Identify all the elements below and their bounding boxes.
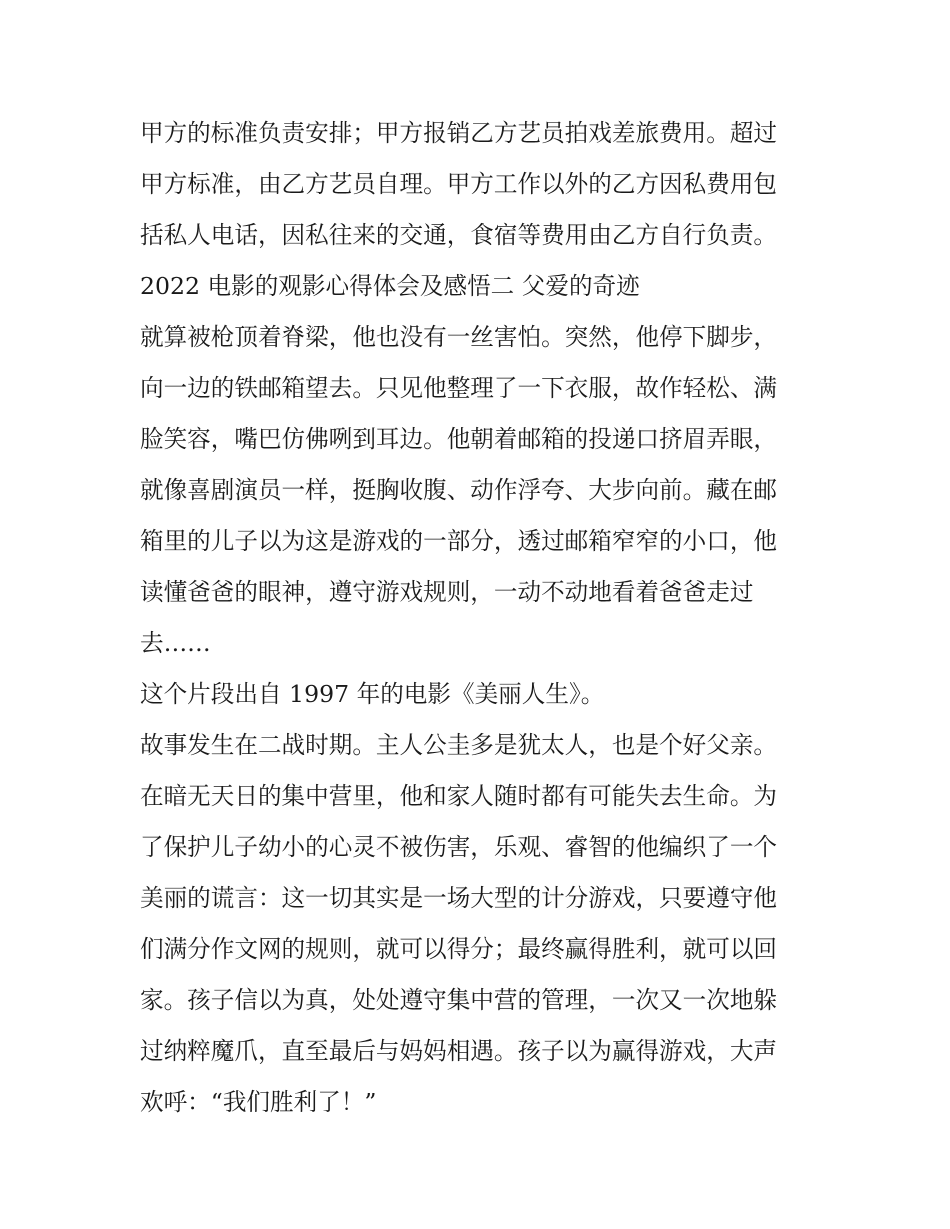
text-line: 向一边的铁邮箱望去。只见他整理了一下衣服，故作轻松、满 — [140, 374, 778, 402]
text-line: 括私人电话，因私往来的交通，食宿等费用由乙方自行负责。 — [140, 221, 778, 249]
text-line: 在暗无天日的集中营里，他和家人随时都有可能失去生命。为 — [140, 782, 778, 810]
text-line: 故事发生在二战时期。主人公圭多是犹太人，也是个好父亲。 — [140, 731, 778, 759]
text-line: 箱里的儿子以为这是游戏的一部分，透过邮箱窄窄的小口，他 — [140, 527, 778, 555]
text-line: 美丽的谎言：这一切其实是一场大型的计分游戏，只要遵守他 — [140, 884, 778, 912]
document-body — [140, 108, 820, 1128]
text-line: 就像喜剧演员一样，挺胸收腹、动作浮夸、大步向前。藏在邮 — [140, 476, 778, 504]
section-heading: 2022 电影的观影心得体会及感悟二 父爱的奇迹 — [140, 272, 640, 300]
text-line: 家。孩子信以为真，处处遵守集中营的管理，一次又一次地躲 — [140, 986, 778, 1014]
text-line: 脸笑容，嘴巴仿佛咧到耳边。他朝着邮箱的投递口挤眉弄眼， — [140, 425, 778, 453]
text-line: 过纳粹魔爪，直至最后与妈妈相遇。孩子以为赢得游戏，大声 — [140, 1037, 778, 1065]
text-line: 甲方的标准负责安排；甲方报销乙方艺员拍戏差旅费用。超过 — [140, 119, 778, 147]
text-line: 了保护儿子幼小的心灵不被伤害，乐观、睿智的他编织了一个 — [140, 833, 778, 861]
text-line: 甲方标准，由乙方艺员自理。甲方工作以外的乙方因私费用包 — [140, 170, 778, 198]
text-line: 去…… — [140, 629, 211, 657]
text-line: 欢呼：“我们胜利了！” — [140, 1088, 377, 1116]
text-line: 就算被枪顶着脊梁，他也没有一丝害怕。突然，他停下脚步， — [140, 323, 778, 351]
text-line: 这个片段出自 1997 年的电影《美丽人生》。 — [140, 680, 605, 708]
text-line: 读懂爸爸的眼神，遵守游戏规则，一动不动地看着爸爸走过 — [140, 578, 754, 606]
text-line: 们满分作文网的规则，就可以得分；最终赢得胜利，就可以回 — [140, 935, 778, 963]
